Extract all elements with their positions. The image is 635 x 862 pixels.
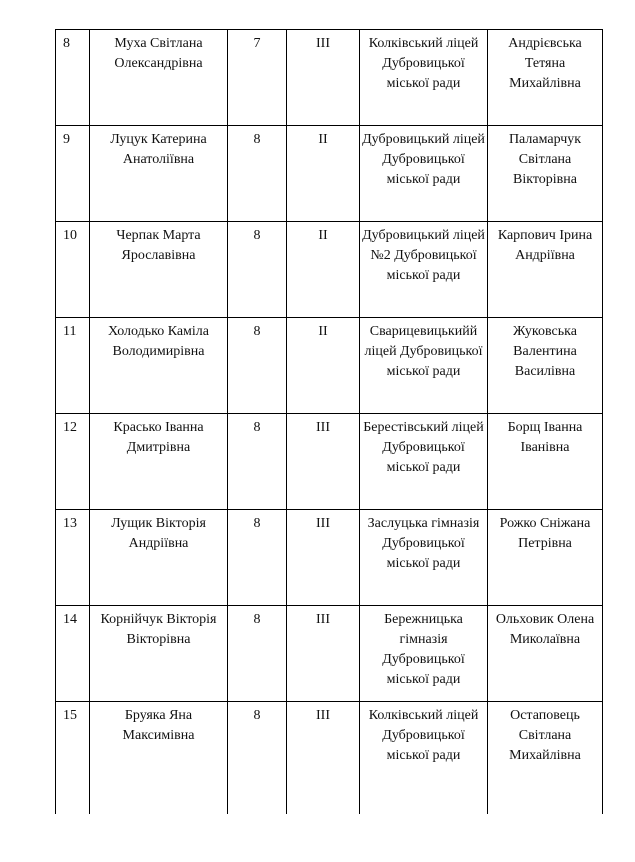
place: ІІІ <box>287 30 360 126</box>
row-number: 15 <box>56 702 90 814</box>
table-row <box>56 414 603 510</box>
place: ІІ <box>287 222 360 318</box>
teacher: Борщ Іванна Іванівна <box>488 414 603 510</box>
grade: 8 <box>228 606 287 702</box>
school: Дубровицький ліцей Дубровицької міської ради <box>360 126 488 222</box>
row-number: 11 <box>56 318 90 414</box>
place: ІІ <box>287 126 360 222</box>
school: Сварицевицькийй ліцей Дубровицької міської ради <box>360 318 488 414</box>
teacher: Жуковська Валентина Василівна <box>488 318 603 414</box>
school: Берестівський ліцей Дубровицької міської ради <box>360 414 488 510</box>
teacher: Паламарчук Світлана Вікторівна <box>488 126 603 222</box>
results-table <box>55 29 603 814</box>
place: ІІІ <box>287 510 360 606</box>
school: Колківський ліцей Дубровицької міської ради <box>360 702 488 814</box>
table-row <box>56 222 603 318</box>
row-number: 14 <box>56 606 90 702</box>
student-name: Корнійчук Вікторія Вікторівна <box>90 606 228 702</box>
school: Дубровицький ліцей №2 Дубровицької міської ради <box>360 222 488 318</box>
teacher: Андрієвська Тетяна Михайлівна <box>488 30 603 126</box>
student-name: Черпак Марта Ярославівна <box>90 222 228 318</box>
student-name: Луцук Катерина Анатоліївна <box>90 126 228 222</box>
row-number: 13 <box>56 510 90 606</box>
place: ІІІ <box>287 702 360 814</box>
row-number: 8 <box>56 30 90 126</box>
row-number: 10 <box>56 222 90 318</box>
place: ІІ <box>287 318 360 414</box>
grade: 8 <box>228 318 287 414</box>
teacher: Остаповець Світлана Михайлівна <box>488 702 603 814</box>
grade: 8 <box>228 702 287 814</box>
row-number: 9 <box>56 126 90 222</box>
table-row <box>56 126 603 222</box>
teacher: Рожко Сніжана Петрівна <box>488 510 603 606</box>
grade: 8 <box>228 126 287 222</box>
table-row <box>56 510 603 606</box>
place: ІІІ <box>287 606 360 702</box>
school: Колківський ліцей Дубровицької міської ради <box>360 30 488 126</box>
teacher: Карпович Ірина Андріївна <box>488 222 603 318</box>
row-number: 12 <box>56 414 90 510</box>
student-name: Лущик Вікторія Андріївна <box>90 510 228 606</box>
student-name: Красько Іванна Дмитрівна <box>90 414 228 510</box>
table-row <box>56 30 603 126</box>
grade: 8 <box>228 510 287 606</box>
grade: 8 <box>228 414 287 510</box>
table-row <box>56 702 603 814</box>
school: Бережницька гімназія Дубровицької міської ради <box>360 606 488 702</box>
student-name: Муха Світлана Олександрівна <box>90 30 228 126</box>
student-name: Бруяка Яна Максимівна <box>90 702 228 814</box>
grade: 7 <box>228 30 287 126</box>
table-row <box>56 606 603 702</box>
place: ІІІ <box>287 414 360 510</box>
student-name: Холодько Каміла Володимирівна <box>90 318 228 414</box>
table-row <box>56 318 603 414</box>
grade: 8 <box>228 222 287 318</box>
school: Заслуцька гімназія Дубровицької міської ради <box>360 510 488 606</box>
teacher: Ольховик Олена Миколаївна <box>488 606 603 702</box>
